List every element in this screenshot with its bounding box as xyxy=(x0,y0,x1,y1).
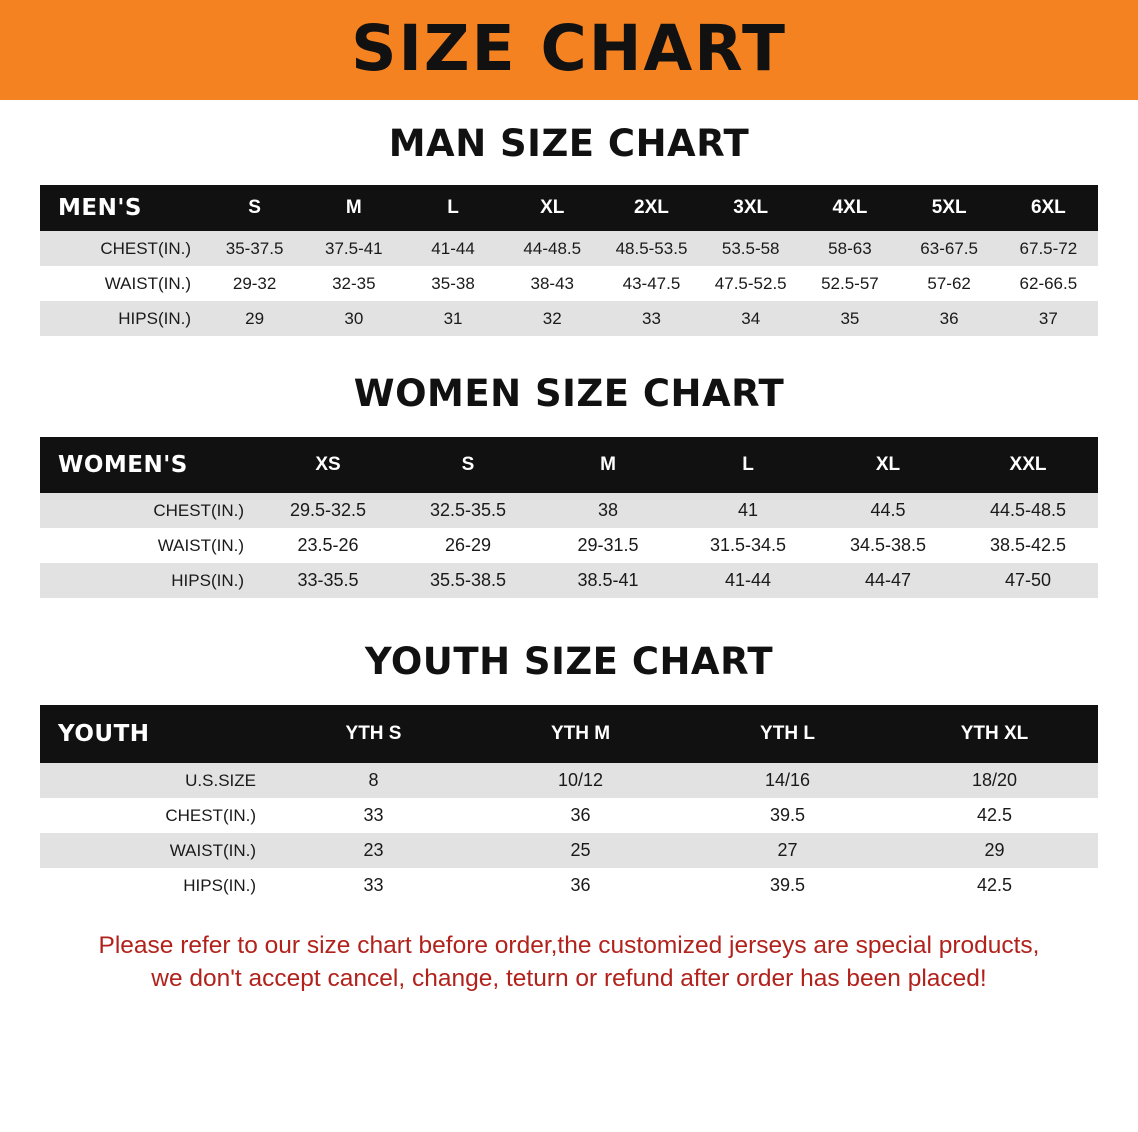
table-cell: 34 xyxy=(741,308,761,328)
row-label: HIPS(IN.) xyxy=(118,308,191,328)
row-label: CHEST(IN.) xyxy=(100,238,191,258)
table-cell: 10/12 xyxy=(557,770,604,790)
table-cell: 67.5-72 xyxy=(1019,238,1078,258)
row-label: HIPS(IN.) xyxy=(183,875,256,895)
table-row xyxy=(40,266,1098,301)
row-label: WAIST(IN.) xyxy=(157,535,244,555)
table-cell: 47-50 xyxy=(1004,570,1052,590)
table-cell: 25 xyxy=(570,840,591,860)
table-cell: 41-44 xyxy=(724,570,772,590)
table-cell: 33 xyxy=(363,805,384,825)
table-row xyxy=(40,301,1098,336)
table-cell: 52.5-57 xyxy=(821,273,879,293)
women-table-body xyxy=(40,493,1098,598)
man-header-cell: S xyxy=(248,197,261,218)
table-cell: 29 xyxy=(245,308,265,328)
table-cell: 36 xyxy=(939,308,959,328)
table-row xyxy=(40,493,1098,528)
youth-table-header xyxy=(40,705,1098,763)
table-cell: 58-63 xyxy=(828,238,872,258)
table-cell: 39.5 xyxy=(769,805,806,825)
women-size-table xyxy=(40,437,1098,598)
table-cell: 38.5-41 xyxy=(577,570,639,590)
table-cell: 14/16 xyxy=(764,770,811,790)
man-header-cell: 2XL xyxy=(634,197,669,218)
table-cell: 30 xyxy=(344,308,364,328)
banner xyxy=(0,0,1138,100)
table-cell: 42.5 xyxy=(976,805,1013,825)
man-header-cell: 6XL xyxy=(1030,197,1066,218)
disclaimer-line-2: we don't accept cancel, change, teturn or refund after order has been placed! xyxy=(151,965,987,993)
disclaimer-note xyxy=(36,929,1102,995)
table-cell: 35-38 xyxy=(431,273,475,293)
man-table-wrap xyxy=(40,185,1098,336)
table-row xyxy=(40,868,1098,903)
women-header-label: WOMEN'S xyxy=(58,452,188,478)
row-label: WAIST(IN.) xyxy=(169,840,256,860)
table-cell: 34.5-38.5 xyxy=(849,535,927,555)
table-cell: 37 xyxy=(1038,308,1058,328)
table-cell: 29-32 xyxy=(232,273,277,293)
table-cell: 38.5-42.5 xyxy=(989,535,1067,555)
women-header-cell: XL xyxy=(875,454,901,475)
table-header-row xyxy=(40,185,1098,231)
table-cell: 35-37.5 xyxy=(225,238,284,258)
row-label: U.S.SIZE xyxy=(185,770,256,790)
table-cell: 38-43 xyxy=(530,273,574,293)
table-cell: 18/20 xyxy=(971,770,1018,790)
table-header-row xyxy=(40,437,1098,493)
table-cell: 29.5-32.5 xyxy=(289,500,367,520)
youth-size-table xyxy=(40,705,1098,903)
table-cell: 47.5-52.5 xyxy=(714,273,787,293)
banner-title: SIZE CHART xyxy=(351,11,787,85)
table-cell: 33 xyxy=(642,308,661,328)
row-label: CHEST(IN.) xyxy=(165,805,256,825)
table-row xyxy=(40,231,1098,266)
disclaimer-line-1: Please refer to our size chart before order,the customized jerseys are special products, xyxy=(98,932,1040,959)
man-header-cell: 3XL xyxy=(733,197,769,218)
man-header-cell: M xyxy=(345,197,362,218)
women-header-cell: S xyxy=(461,454,475,475)
row-label: HIPS(IN.) xyxy=(171,570,244,590)
table-cell: 29 xyxy=(984,840,1005,860)
table-cell: 32 xyxy=(542,308,562,328)
youth-section-title: YOUTH SIZE CHART xyxy=(364,640,774,683)
table-cell: 44-48.5 xyxy=(523,238,582,258)
table-row xyxy=(40,833,1098,868)
table-cell: 43-47.5 xyxy=(622,273,681,293)
man-table-header xyxy=(40,185,1098,231)
man-header-cell: L xyxy=(447,197,459,218)
table-cell: 38 xyxy=(597,500,619,520)
youth-header-cell: YTH S xyxy=(345,723,402,744)
table-cell: 62-66.5 xyxy=(1019,273,1078,293)
table-cell: 41-44 xyxy=(431,238,475,258)
man-header-cell: 5XL xyxy=(931,197,967,218)
table-cell: 26-29 xyxy=(444,535,492,555)
table-cell: 31.5-34.5 xyxy=(709,535,787,555)
table-cell: 53.5-58 xyxy=(721,238,780,258)
man-section-title: MAN SIZE CHART xyxy=(388,122,750,165)
table-cell: 32.5-35.5 xyxy=(429,500,507,520)
table-cell: 39.5 xyxy=(769,875,806,895)
man-size-table xyxy=(40,185,1098,336)
table-cell: 48.5-53.5 xyxy=(615,238,688,258)
women-header-cell: XS xyxy=(315,454,341,475)
women-table-wrap xyxy=(40,437,1098,598)
youth-header-cell: YTH M xyxy=(550,723,611,744)
table-cell: 29-31.5 xyxy=(577,535,639,555)
table-row xyxy=(40,563,1098,598)
table-cell: 36 xyxy=(570,875,591,895)
table-cell: 44-47 xyxy=(864,570,912,590)
man-header-cell: XL xyxy=(540,197,565,218)
table-cell: 36 xyxy=(570,805,591,825)
table-cell: 44.5 xyxy=(870,500,906,520)
table-cell: 23 xyxy=(363,840,384,860)
table-cell: 27 xyxy=(777,840,798,860)
table-cell: 37.5-41 xyxy=(324,238,383,258)
table-cell: 33-35.5 xyxy=(297,570,359,590)
table-cell: 35 xyxy=(840,308,860,328)
youth-header-label: YOUTH xyxy=(58,721,150,747)
man-table-body xyxy=(40,231,1098,336)
youth-header-cell: YTH L xyxy=(760,723,815,744)
table-cell: 35.5-38.5 xyxy=(429,570,507,590)
women-header-cell: L xyxy=(742,454,754,475)
table-cell: 8 xyxy=(368,770,379,790)
table-cell: 44.5-48.5 xyxy=(989,500,1067,520)
table-cell: 42.5 xyxy=(976,875,1013,895)
youth-header-cell: YTH XL xyxy=(960,723,1029,744)
table-cell: 57-62 xyxy=(927,273,971,293)
table-cell: 23.5-26 xyxy=(297,535,359,555)
table-cell: 63-67.5 xyxy=(920,238,978,258)
table-cell: 32-35 xyxy=(332,273,376,293)
table-row xyxy=(40,763,1098,798)
row-label: WAIST(IN.) xyxy=(104,273,191,293)
women-header-cell: M xyxy=(600,454,616,475)
youth-table-wrap xyxy=(40,705,1098,903)
table-cell: 41 xyxy=(737,500,759,520)
table-cell: 33 xyxy=(363,875,384,895)
row-label: CHEST(IN.) xyxy=(153,500,244,520)
man-header-label: MEN'S xyxy=(58,195,142,221)
youth-table-body xyxy=(40,763,1098,903)
women-table-header xyxy=(40,437,1098,493)
table-row xyxy=(40,528,1098,563)
women-section-title: WOMEN SIZE CHART xyxy=(353,372,785,415)
table-row xyxy=(40,798,1098,833)
table-cell: 31 xyxy=(443,308,463,328)
man-header-cell: 4XL xyxy=(832,197,868,218)
women-header-cell: XXL xyxy=(1009,454,1047,475)
table-header-row xyxy=(40,705,1098,763)
